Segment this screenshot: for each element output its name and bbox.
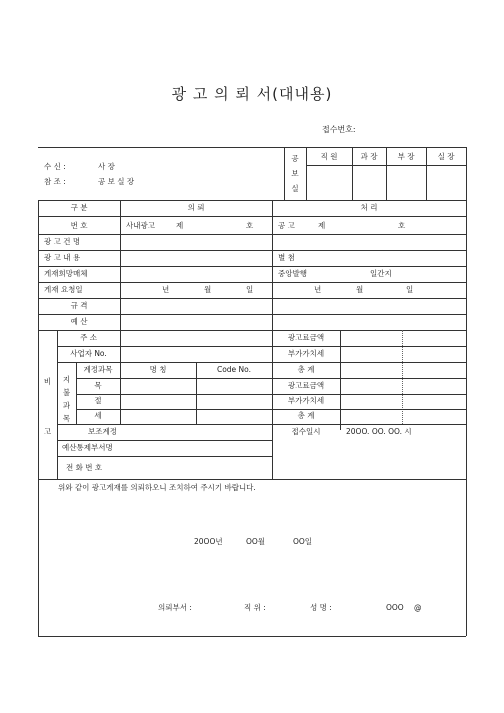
internal-ad-mid: 제 <box>176 221 184 230</box>
right-row-5: 부가가치세 <box>287 396 325 405</box>
media-proc-label: 중앙발행 <box>278 269 307 278</box>
date-day: OO일 <box>293 537 313 546</box>
to-label: 수 신 : <box>44 162 66 171</box>
phone-label: 전 화 번 호 <box>66 463 103 472</box>
received-time-value: 20OO. OO. OO. 시 <box>346 427 412 436</box>
sub-row-mok: 목 <box>94 381 102 390</box>
position-label: 직 위 : <box>244 603 266 612</box>
cc-value: 공 보 실 장 <box>98 177 135 186</box>
request-text: 위와 같이 광고게재를 의뢰하오니 조치하여 주시기 바랍니다. <box>58 483 256 492</box>
notice-suffix: 호 <box>398 221 406 230</box>
name-label: 명 칭 <box>149 365 167 374</box>
payment-side-label-4: 목 <box>62 414 71 423</box>
approval-header-staff: 직 원 <box>320 152 338 161</box>
right-row-6: 총 계 <box>297 411 315 420</box>
seal-mark: @ <box>414 603 422 612</box>
media-proc-value: 일간지 <box>370 269 392 278</box>
right-row-1: 광고료금액 <box>287 333 325 342</box>
cc-label: 참 조 : <box>44 177 66 186</box>
proc-date-day: 일 <box>406 285 414 294</box>
payment-side-label-1: 지 <box>62 375 71 384</box>
approval-side-label-1: 공 <box>291 154 299 163</box>
approval-header-director: 부 장 <box>397 152 415 161</box>
notice-label: 공 고 <box>278 221 295 230</box>
budget-dept-label: 예산통제부서명 <box>62 443 113 452</box>
approval-side-label-2: 보 <box>291 169 299 178</box>
received-time-label: 접수일시 <box>291 427 321 436</box>
media-label: 게재희망매체 <box>44 269 88 278</box>
to-value: 사 장 <box>98 162 115 171</box>
request-date-month: 월 <box>204 285 212 294</box>
ad-content-label: 광 고 내 용 <box>44 253 81 262</box>
right-row-4: 광고료금액 <box>287 381 325 390</box>
date-year: 20OO년 <box>194 537 223 546</box>
internal-ad-suffix: 호 <box>246 221 254 230</box>
number-label: 번 호 <box>70 221 88 230</box>
account-label: 계정과목 <box>83 365 113 374</box>
date-month: OO월 <box>246 537 266 546</box>
request-date-label: 게재 요청일 <box>44 285 83 294</box>
notice-mid: 제 <box>318 221 326 230</box>
request-dept-label: 의뢰부서 : <box>158 603 192 612</box>
sub-row-jeol: 절 <box>94 396 102 405</box>
budget-label: 예 산 <box>70 317 88 326</box>
approval-side-label-3: 실 <box>291 184 299 193</box>
approval-header-manager: 과 장 <box>360 152 378 161</box>
address-label: 주 소 <box>80 333 97 342</box>
attachment-label: 별 첨 <box>278 253 295 262</box>
business-no-label: 사업자 No. <box>70 349 107 358</box>
header-category: 구 분 <box>70 203 88 212</box>
proc-date-year: 년 <box>314 285 322 294</box>
page-title: 광 고 의 뢰 서(대내용) <box>171 85 333 103</box>
right-row-3: 총 계 <box>297 365 315 374</box>
cost-side-label-2: 고 <box>43 427 52 436</box>
signer-name-value: OOO <box>386 603 404 612</box>
signer-name-label: 성 명 : <box>310 603 332 612</box>
right-row-2: 부가가치세 <box>287 349 325 358</box>
payment-side-label-2: 불 <box>62 388 71 397</box>
approval-header-chief: 실 장 <box>437 152 455 161</box>
cost-side-label-1: 비 <box>43 377 52 386</box>
receipt-number-label: 접수번호: <box>322 125 356 134</box>
internal-ad-prefix: 사내광고 <box>126 221 155 230</box>
sub-row-se: 세 <box>94 411 102 420</box>
code-label: Code No. <box>216 365 252 374</box>
spec-label: 규 격 <box>70 301 88 310</box>
request-date-year: 년 <box>162 285 170 294</box>
proc-date-month: 월 <box>356 285 364 294</box>
request-date-day: 일 <box>246 285 254 294</box>
payment-side-label-3: 과 <box>62 401 71 410</box>
ad-name-label: 광 고 건 명 <box>44 237 81 246</box>
aux-account-label: 보조계정 <box>88 427 117 436</box>
header-processing: 처 리 <box>360 203 378 212</box>
header-request: 의 뢰 <box>187 203 205 212</box>
